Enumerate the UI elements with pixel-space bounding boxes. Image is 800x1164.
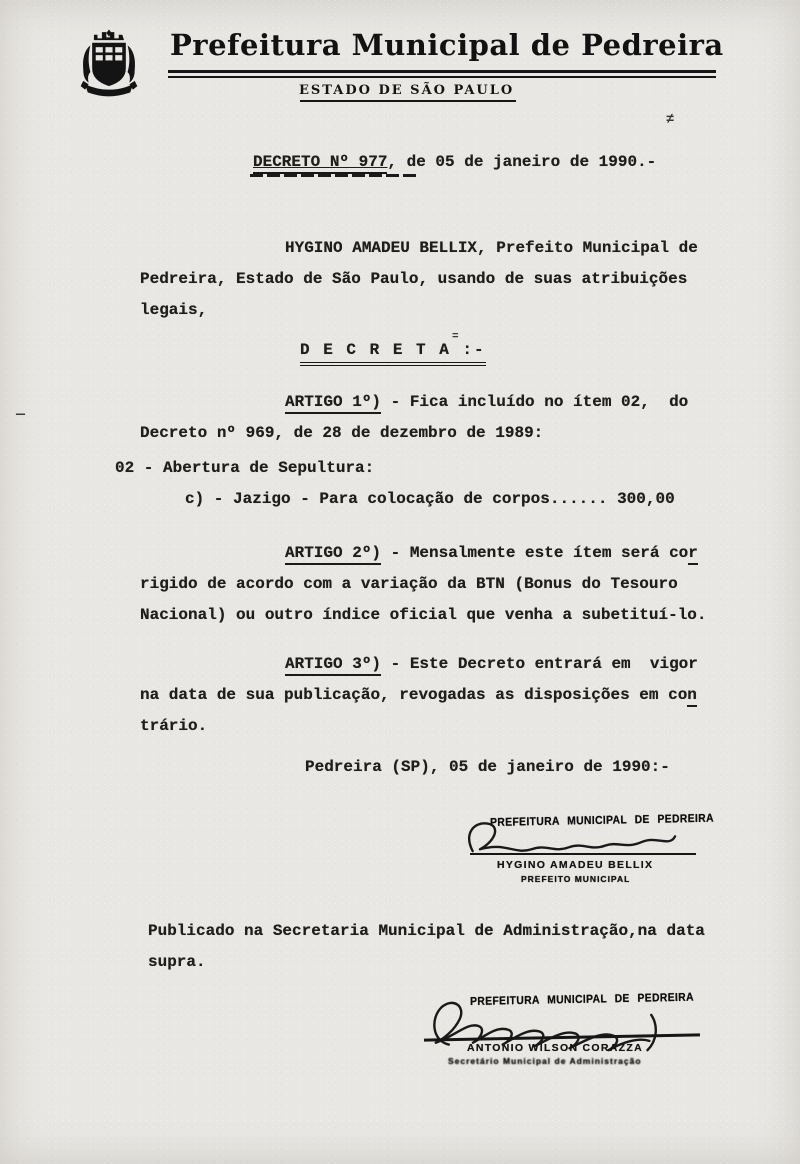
decree-number: DECRETO Nº 977 <box>253 153 387 174</box>
preamble-line: Pedreira, Estado de São Paulo, usando de suas atribuições <box>140 270 688 288</box>
mayor-stamp: PREFEITURA MUNICIPAL DE PEDREIRA <box>490 812 714 829</box>
scan-artifact-mark: ≠ <box>666 112 675 128</box>
artigo1-line1: ARTIGO 1º) - Fica incluído no ítem 02, do <box>285 392 688 412</box>
subtitle-underline <box>300 100 516 102</box>
secretary-name: ANTONIO WILSON CORAZZA <box>467 1042 643 1054</box>
artigo3-line3: trário. <box>140 717 208 735</box>
artigo2-line1: ARTIGO 2º) - Mensalmente este ítem será cor <box>285 543 698 563</box>
preamble-line: legais, <box>140 301 208 319</box>
mayor-name: HYGINO AMADEU BELLIX <box>497 859 654 871</box>
secretary-stamp: PREFEITURA MUNICIPAL DE PEDREIRA <box>470 991 694 1008</box>
artigo1-line2: Decreto nº 969, de 28 de dezembro de 1989: <box>140 424 544 442</box>
scan-artifact-mark: — <box>16 406 26 423</box>
mayor-signature-handwriting <box>452 818 692 864</box>
artigo3-line1: ARTIGO 3º) - Este Decreto entrará em vigor <box>285 654 698 674</box>
decree-heading <box>253 152 656 172</box>
artigo3-label: ARTIGO 3º) <box>285 655 381 676</box>
artigo2-line3: Nacional) ou outro índice oficial que venha a subetituí-lo. <box>140 606 707 624</box>
secretary-role: Secretário Municipal de Administração <box>448 1056 642 1066</box>
preamble-line: HYGINO AMADEU BELLIX, Prefeito Municipal de <box>285 239 698 257</box>
publication-line2: supra. <box>148 953 206 971</box>
header-rule-bottom <box>168 76 716 78</box>
header-rule-top <box>168 70 716 73</box>
mayor-role: PREFEITO MUNICIPAL <box>521 874 631 884</box>
heading-dash-underline <box>250 174 418 177</box>
scan-artifact-mark: = <box>452 331 459 343</box>
decree-date: , de 05 de janeiro de 1990.- <box>387 153 657 171</box>
artigo3-line2: na data de sua publicação, revogadas as disposições em con <box>140 685 697 705</box>
item02-line1: 02 - Abertura de Sepultura: <box>115 459 375 477</box>
artigo2-label: ARTIGO 2º) <box>285 544 381 565</box>
item02-line2: c) - Jazigo - Para colocação de corpos...... 300,00 <box>185 490 675 508</box>
municipal-coat-of-arms-icon <box>78 22 140 106</box>
place-date-line: Pedreira (SP), 05 de janeiro de 1990:- <box>305 758 670 776</box>
page-title: Prefeitura Municipal de Pedreira <box>170 28 724 62</box>
artigo1-label: ARTIGO 1º) <box>285 393 381 414</box>
decreta-heading: D E C R E T A :- <box>300 340 486 360</box>
publication-line1: Publicado na Secretaria Municipal de Administração,na data <box>148 922 705 940</box>
header-subtitle: ESTADO DE SÃO PAULO <box>299 83 515 98</box>
mayor-signature-line <box>470 853 696 855</box>
artigo2-line2: rigido de acordo com a variação da BTN (Bonus do Tesouro <box>140 575 678 593</box>
